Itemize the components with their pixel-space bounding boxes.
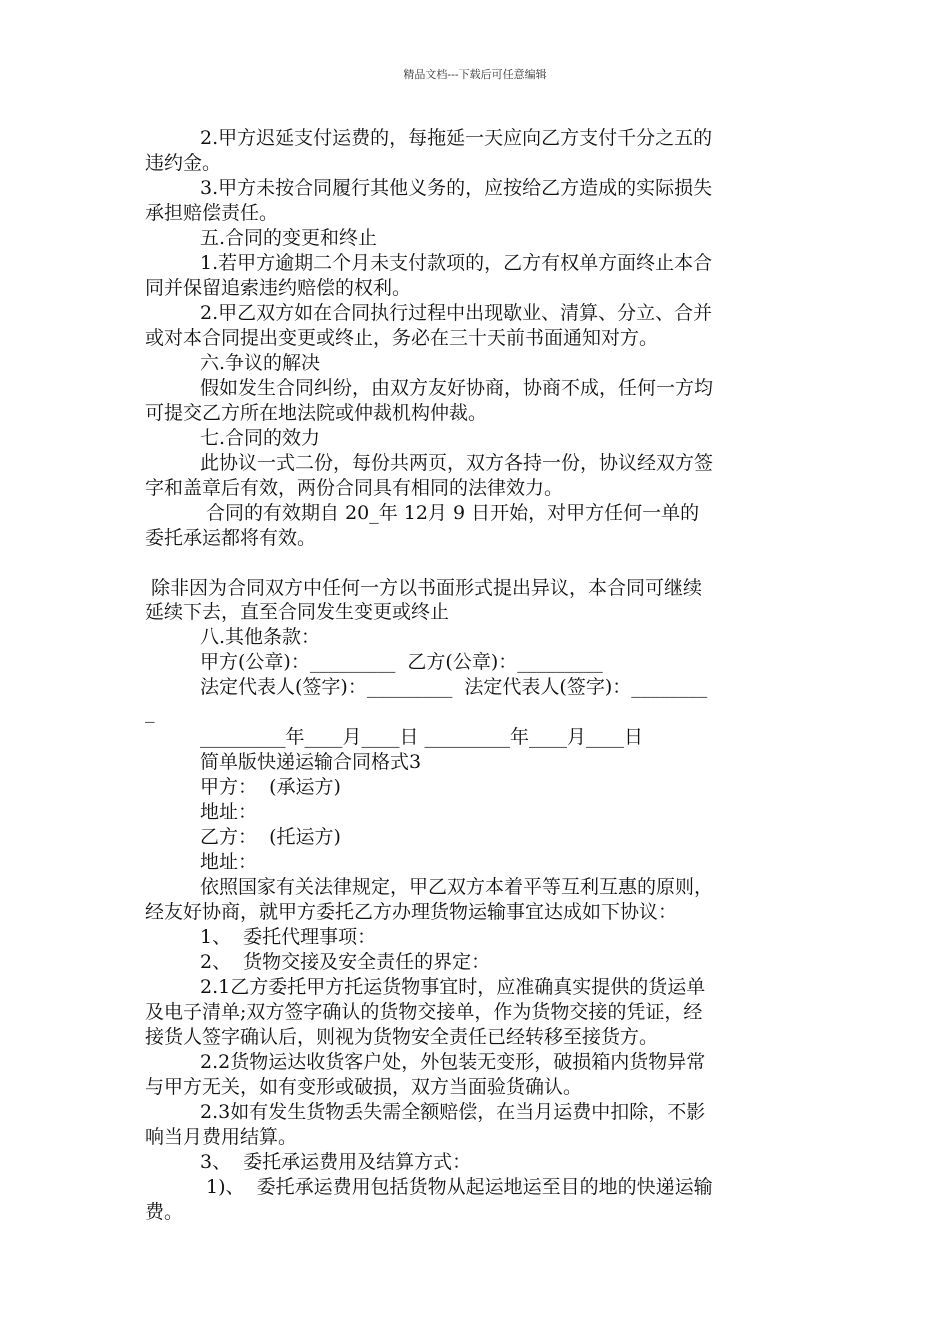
text-line: 字和盖章后有效，两份合同具有相同的法律效力。 (145, 477, 564, 499)
text-line: 经友好协商，就甲方委托乙方办理货物运输事宜达成如下协议： (145, 901, 678, 923)
party-line: 乙方： (托运方) (200, 826, 341, 848)
section-heading: 六.争议的解决 (200, 352, 321, 374)
section-heading: 3、 委托承运费用及结算方式： (200, 1151, 472, 1173)
section-heading: 1、 委托代理事项： (200, 926, 377, 948)
section-heading: 七.合同的效力 (200, 427, 321, 449)
text-line: 2.3如有发生货物丢失需全额赔偿，在当月运费中扣除，不影 (200, 1101, 706, 1123)
text-line: 违约金。 (145, 152, 222, 174)
address-line: 地址： (200, 801, 258, 823)
text-line: 2.甲方迟延支付运费的，每拖延一天应向乙方支付千分之五的 (200, 127, 713, 149)
section-heading: 八.其他条款： (200, 626, 321, 648)
text-line: 同并保留追索违约赔偿的权利。 (145, 277, 412, 299)
page-header: 精品文档---下载后可任意编辑 (403, 68, 547, 81)
text-line: 费。 (145, 1201, 184, 1223)
text-line: 假如发生合同纠纷，由双方友好协商，协商不成，任何一方均 (200, 377, 714, 399)
text-line: 及电子清单;双方签字确认的货物交接单，作为货物交接的凭证，经 (145, 1001, 703, 1023)
text-line: 2.甲乙双方如在合同执行过程中出现歇业、清算、分立、合并 (200, 302, 713, 324)
text-line: 2.2货物运达收货客户处，外包装无变形，破损箱内货物异常 (200, 1051, 706, 1073)
signature-line: 甲方(公章)：_________ 乙方(公章)：_________ (200, 651, 603, 673)
text-line: 或对本合同提出变更或终止，务必在三十天前书面通知对方。 (145, 327, 659, 349)
document-title: 简单版快递运输合同格式3 (200, 751, 422, 773)
text-line: 与甲方无关，如有变形或破损，双方当面验货确认。 (145, 1076, 583, 1098)
text-line: 此协议一式二份，每份共两页，双方各持一份，协议经双方签 (200, 452, 714, 474)
text-line: 接货人签字确认后，则视为货物安全责任已经转移至接货方。 (145, 1026, 659, 1048)
text-line: 依照国家有关法律规定，甲乙双方本着平等互利互惠的原则， (200, 876, 714, 898)
text-line: 延续下去，直至合同发生变更或终止 (145, 601, 450, 623)
signature-line: 法定代表人(签字)：_________ 法定代表人(签字)：________ (200, 676, 708, 698)
text-line: 响当月费用结算。 (145, 1126, 298, 1148)
text-line: 1.若甲方逾期二个月未支付款项的，乙方有权单方面终止本合 (200, 252, 713, 274)
party-line: 甲方： (承运方) (200, 776, 341, 798)
text-line: _ (145, 701, 155, 723)
text-line: 除非因为合同双方中任何一方以书面形式提出异议，本合同可继续 (145, 577, 703, 599)
text-line: 1)、 委托承运费用包括货物从起运地运至目的地的快递运输 (200, 1176, 713, 1198)
text-line: 可提交乙方所在地法院或仲裁机构仲裁。 (145, 402, 488, 424)
address-line: 地址： (200, 851, 258, 873)
text-line: 2.1乙方委托甲方托运货物事宜时，应准确真实提供的货运单 (200, 976, 706, 998)
text-line: 承担赔偿责任。 (145, 202, 279, 224)
date-line: _________年____月____日 _________年____月____日 (200, 726, 644, 748)
section-heading: 五.合同的变更和终止 (200, 227, 378, 249)
section-heading: 2、 货物交接及安全责任的界定： (200, 951, 491, 973)
text-line: 委托承运都将有效。 (145, 527, 317, 549)
text-line: 3.甲方未按合同履行其他义务的，应按给乙方造成的实际损失 (200, 177, 713, 199)
text-line: 合同的有效期自 20_年 12月 9 日开始，对甲方任何一单的 (200, 502, 700, 524)
